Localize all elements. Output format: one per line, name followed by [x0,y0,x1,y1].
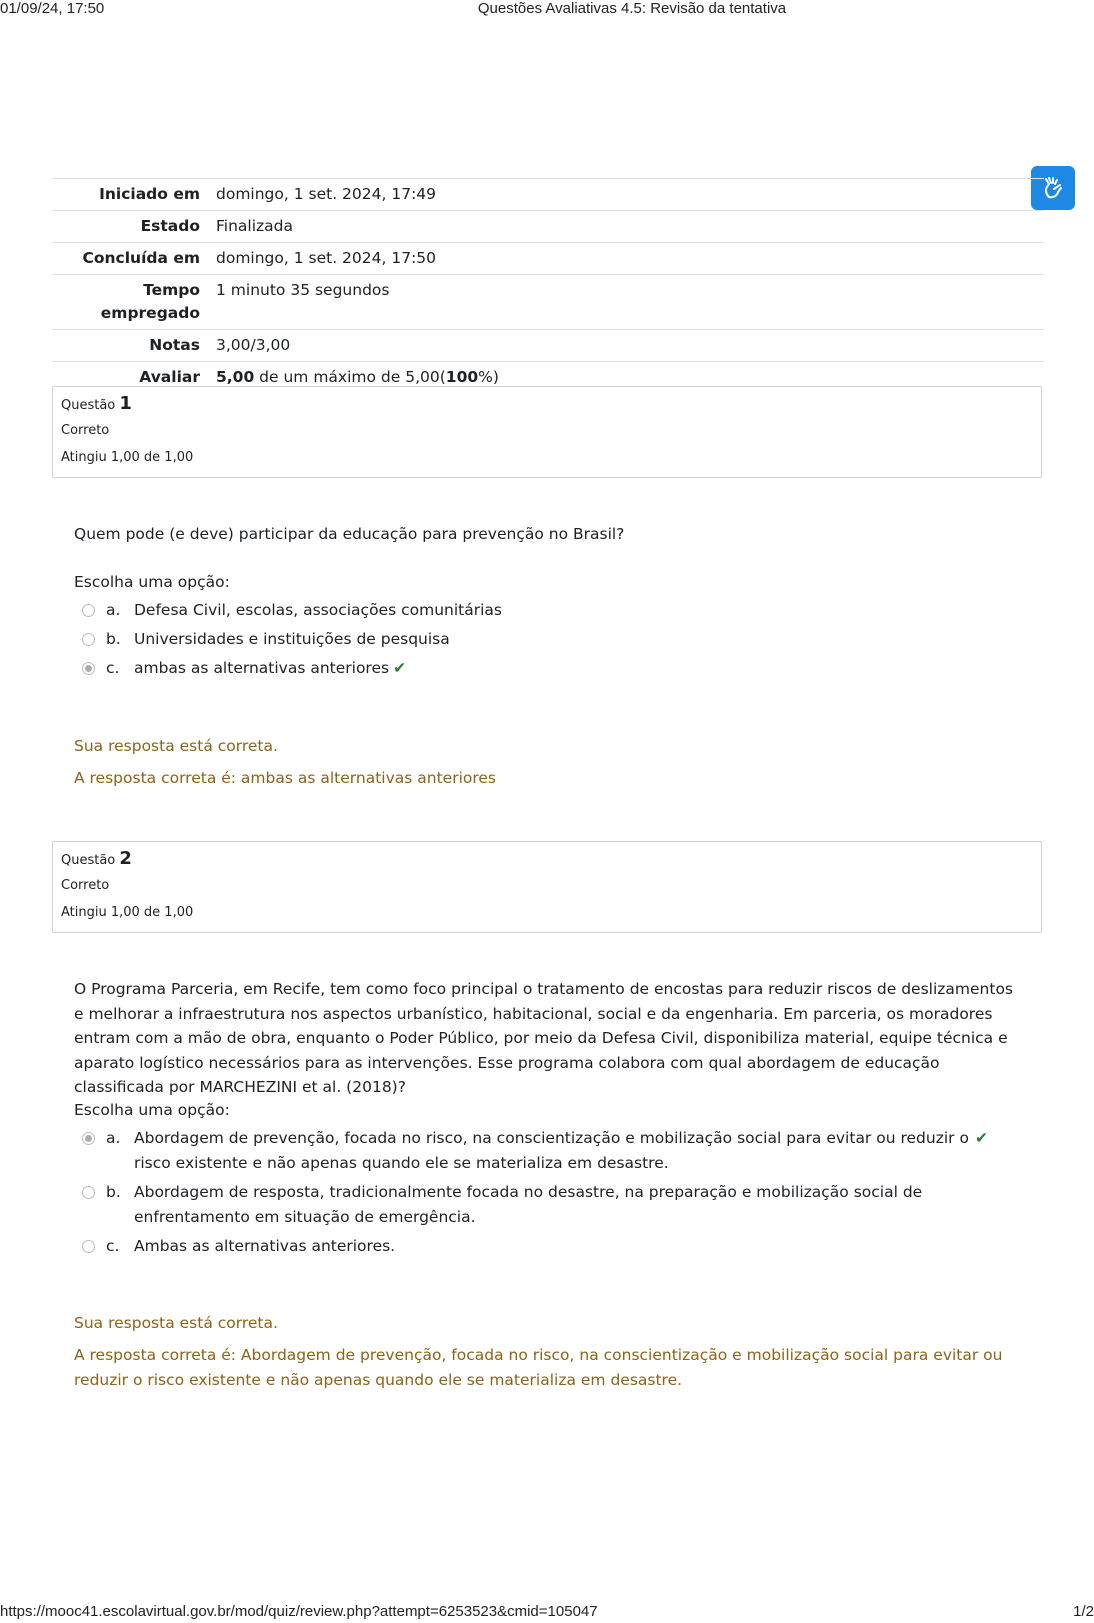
option-text-wrap [134,656,1022,681]
option-letter: b. [106,1183,121,1201]
summary-label: Estado [140,217,200,235]
question-1-text: Quem pode (e deve) participar da educação para prevenção no Brasil? [74,525,625,543]
print-datetime: 01/09/24, 17:50 [0,0,105,17]
question-number-value: 1 [119,393,132,414]
option-letter: c. [106,1237,120,1255]
question-1-info [52,386,1042,478]
option-letter: a. [106,601,121,619]
question-1-option-b[interactable] [82,627,1022,652]
option-text: Universidades e instituições de pesquisa [134,630,450,648]
grade-percent: 100 [445,368,479,386]
print-title: Questões Avaliativas 4.5: Revisão da tentativa [477,0,787,17]
question-number [61,392,1033,418]
summary-value: 1 minuto 35 segundos [216,281,390,299]
question-grade: Atingiu 1,00 de 1,00 [61,905,194,920]
option-text: Defesa Civil, escolas, associações comunitárias [134,601,502,619]
summary-row-started [52,179,1044,211]
question-2-feedback: Sua resposta está correta. [74,1314,278,1332]
print-header [0,0,1094,22]
print-url: https://mooc41.escolavirtual.gov.br/mod/quiz/review.php?attempt=6253523&cmid=105047 [0,1603,598,1620]
question-1-option-c[interactable] [82,656,1022,681]
grade-score: 5,00 [216,368,255,386]
summary-row-state [52,211,1044,243]
grade-end: %) [478,368,499,386]
question-1-right-answer: A resposta correta é: ambas as alternativas anteriores [74,769,497,787]
print-footer [0,1601,1094,1623]
question-label: Questão [61,398,116,413]
summary-row-time-taken [52,275,1044,330]
option-letter: b. [106,630,121,648]
option-text: Abordagem de resposta, tradicionalmente focada no desastre, na preparação e mobilização social de enfrentamento em situação de emergência. [134,1183,923,1226]
question-state: Correto [61,423,110,438]
correct-check-icon: ✔ [393,659,407,677]
question-grade: Atingiu 1,00 de 1,00 [61,450,194,465]
radio-button[interactable] [82,1240,95,1253]
question-state: Correto [61,878,110,893]
question-2-option-a[interactable] [82,1126,1022,1175]
correct-check-icon: ✔ [975,1129,988,1147]
grade-middle: de um máximo de 5,00( [254,368,446,386]
question-2-right-answer: A resposta correta é: Abordagem de prevenção, focada no risco, na conscientização e mobilização social para evitar ou reduzir o risco existente e não apenas quando ele se materializa em desastre. [74,1346,1003,1389]
question-2-option-b[interactable] [82,1180,1022,1229]
summary-value: domingo, 1 set. 2024, 17:49 [216,185,437,203]
summary-label: Notas [149,336,200,354]
summary-value: 3,00/3,00 [216,336,291,354]
radio-button[interactable] [82,604,95,617]
print-page-number: 1/2 [1073,1603,1094,1620]
question-1-option-a[interactable] [82,598,1022,623]
summary-value: Finalizada [216,217,294,235]
question-2-text: O Programa Parceria, em Recife, tem como foco principal o tratamento de encostas para reduzir riscos de deslizamentos e melhorar a infraestrutura nos aspectos urbanístico, habitacional, social e da engenharia. Em parceria, os moradores entram com a mão de obra, enquanto o Poder Público, por meio da Defesa Civil, disponibiliza material, equipe técnica e aparato logístico necessários para as intervenções. Esse programa colabora com qual abordagem de educação classificada por MARCHEZINI et al. (2018)? [74,980,1013,1096]
summary-value: domingo, 1 set. 2024, 17:50 [216,249,437,267]
summary-row-completed [52,243,1044,275]
radio-button[interactable] [82,633,95,646]
option-letter: a. [106,1129,121,1147]
summary-label: Iniciado em [99,185,200,203]
question-2-option-c[interactable] [82,1234,1022,1259]
question-label: Questão [61,853,116,868]
option-text: Ambas as alternativas anteriores. [134,1237,396,1255]
option-text: ambas as alternativas anteriores [134,659,390,677]
option-text: Abordagem de prevenção, focada no risco, na conscientização e mobilização social para evitar ou reduzir o risco existente e não apenas quando ele se materializa em desastre. [134,1129,969,1172]
summary-row-marks [52,330,1044,362]
question-1-prompt: Escolha uma opção: [74,573,230,591]
radio-button-selected[interactable] [82,662,95,675]
radio-button[interactable] [82,1186,95,1199]
summary-label: Avaliar [139,368,200,386]
question-1-feedback: Sua resposta está correta. [74,737,278,755]
summary-label: Concluída em [82,249,200,267]
question-number-value: 2 [119,848,132,869]
question-2-info [52,841,1042,933]
question-number [61,847,1033,873]
attempt-summary-table [52,178,1044,391]
summary-label: Tempo empregado [100,281,200,322]
question-2-prompt: Escolha uma opção: [74,1101,230,1119]
radio-button-selected[interactable] [82,1132,95,1145]
option-letter: c. [106,659,120,677]
